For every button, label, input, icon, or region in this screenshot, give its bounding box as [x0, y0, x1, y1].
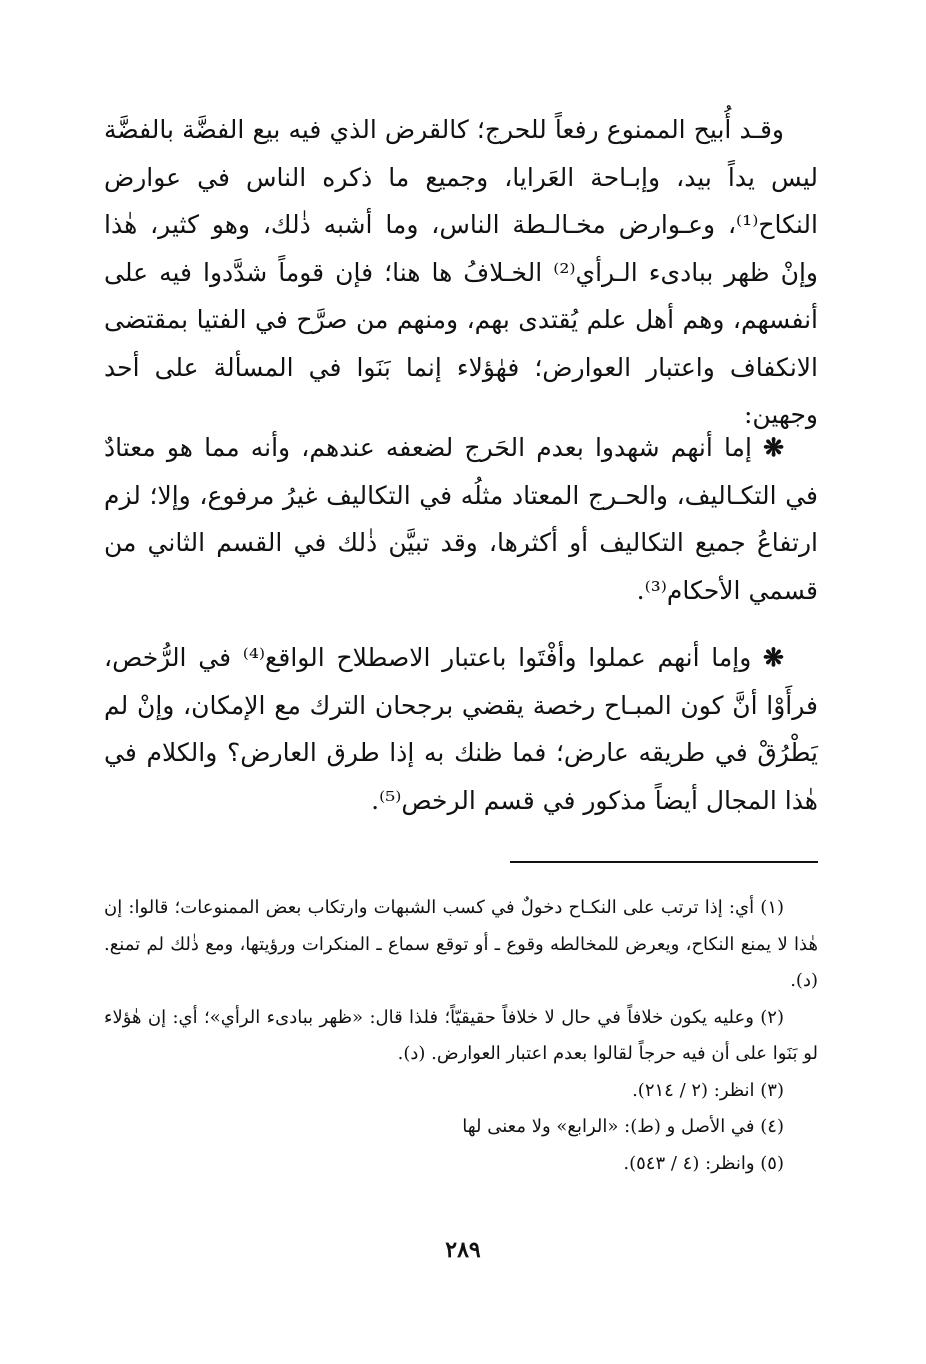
paragraph-3-text: وإما أنهم عملوا وأفْتَوا باعتبار الاصطلاح الواقع⁽⁴⁾ في الرُّخص، فرأَوْا أنَّ كون المبـاح رخصة يقضي برجحان الترك مع الإمكان، وإنْ لم يَطْرُقْ في طريقه عارض؛ فما ظنك به إذا طرق العارض؟ والكلام في هٰذا المجال أيضاً مذكور في قسم الرخص⁽⁵⁾.	[104, 643, 818, 815]
main-text	[104, 106, 818, 439]
bullet-icon: ❋	[763, 433, 785, 462]
footnote-2: (٢) وعليه يكون خلافاً في حال لا خلافاً حقيقيّاً؛ فلذا قال: «ظهر ببادىء الرأي»؛ أي: إن هٰؤلاء لو بَنَوا على أن فيه حرجاً لقالوا بعدم اعتبار العوارض. (د).	[104, 1006, 818, 1064]
footnote-1: (١) أي: إذا ترتب على النكـاح دخولٌ في كسب الشبهات وارتكاب بعض الممنوعات؛ قالوا: إن هٰذا لا يمنع النكاح، ويعرض للمخالطه وقوع ـ أو توقع سماع ـ المنكرات ورؤيتها، ومع ذٰلك لم تمنع. (د).	[104, 897, 818, 991]
paragraph-2	[104, 424, 818, 614]
footnote-5: (٥) وانظر: (٤ / ٥٤٣).	[623, 1152, 784, 1174]
paragraph-3	[104, 634, 818, 824]
page-number: ٢٨٩	[445, 1237, 481, 1263]
footnote-4: (٤) في الأصل و (ط): «الرابع» ولا معنى لها	[462, 1116, 784, 1137]
paragraph-1: وقـد أُبيح الممنوع رفعاً للحرج؛ كالقرض الذي فيه بيع الفضَّة بالفضَّة ليس يداً بيد، وإبـاحة العَرايا، وجميع ما ذكره الناس في عوارض النكاح⁽¹⁾، وعـوارض مخـالـطة الناس، وما أشبه ذٰلك، وهو كثير، هٰذا وإنْ ظهر ببادىء الـرأي⁽²⁾ الخـلافُ ها هنا؛ فإن قوماً شدَّدوا فيه على أنفسهم، وهم أهل علم يُقتدى بهم، ومنهم من صرَّح في الفتيا بمقتضى الانكفاف واعتبار العوارض؛ فهٰؤلاء إنما بَنَوا في المسألة على أحد وجهين:	[104, 115, 818, 429]
footnotes	[104, 890, 818, 1182]
bullet-icon: ❋	[763, 643, 784, 672]
footnote-separator	[510, 861, 818, 863]
bullet-paragraph-1-wrapper	[104, 424, 818, 614]
footnote-3: (٣) انظر: (٢ / ٢١٤).	[632, 1079, 784, 1101]
bullet-paragraph-2-wrapper	[104, 634, 818, 824]
paragraph-2-text: إما أنهم شهدوا بعدم الحَرج لضعفه عندهم، وأنه مما هو معتادٌ في التكـاليف، والحـرج المعتاد مثلُه في التكاليف غيرُ مرفوع، وإلا؛ لزم ارتفاعُ جميع التكاليف أو أكثرها، وقد تبيَّن ذٰلك في القسم الثاني من قسمي الأحكام⁽³⁾.	[104, 433, 818, 605]
